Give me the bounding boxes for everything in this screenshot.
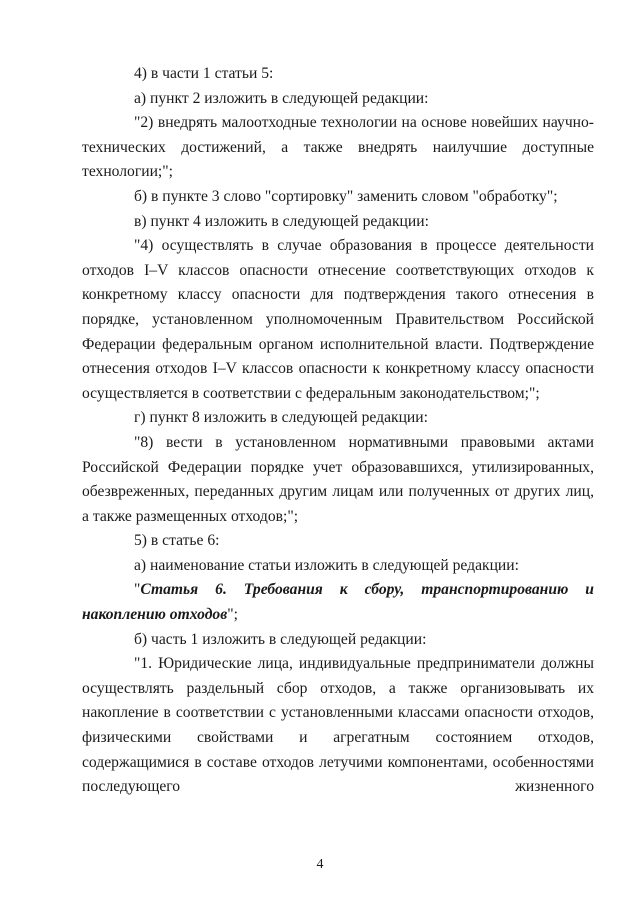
paragraph-item-5: 5) в статье 6: (134, 532, 220, 550)
quote-open: " (134, 581, 141, 599)
page-number: 4 (316, 857, 324, 872)
article-6-heading: Статья 6. Требования к сбору, транспортированию и накоплению отходов (82, 581, 594, 624)
paragraph-article-heading (82, 578, 594, 627)
quote-close: "; (227, 606, 238, 624)
paragraph-quote-point-8: "8) вести в установленном нормативными правовыми актами Российской Федерации порядке учет образовавшихся, утилизированных, обезвреженных, переданных другим лицам или полученных от других лиц, а также размещенных отходов;"; (82, 433, 594, 525)
paragraph-quote-part-1: "1. Юридические лица, индивидуальные предприниматели должны осуществлять раздельный сбор отходов, а также организовывать их накопление в соответствии с установленными классами опасности отходов, физическими свойствами и агрегатным состоянием отходов, содержащимися в составе отходов летучими компонентами, особенностями последующего жизненного (82, 655, 594, 796)
paragraph-quote-point-2: "2) внедрять малоотходные технологии на основе новейших научно-технических достижений, а также внедрять наилучшие доступные технологии;"; (82, 114, 594, 181)
paragraph-subitem-b-2: б) часть 1 изложить в следующей редакции: (134, 630, 427, 648)
paragraph-subitem-a: а) пункт 2 изложить в следующей редакции: (134, 89, 429, 107)
paragraph-subitem-a-2: а) наименование статьи изложить в следующей редакции: (134, 556, 519, 574)
paragraph-subitem-b: б) в пункте 3 слово "сортировку" заменить словом "обработку"; (134, 187, 558, 205)
paragraph-subitem-g: г) пункт 8 изложить в следующей редакции: (134, 409, 428, 427)
paragraph-quote-point-4: "4) осуществлять в случае образования в процессе деятельности отходов I–V классов опасности отнесение соответствующих отходов к конкретному классу опасности для подтверждения такого отнесения в порядке, установленном уполномоченным Правительством Российской Федерации федеральным органом исполнительной власти. Подтверждение отнесения отходов I–V классов опасности к конкретному классу опасности осуществляется в соответствии с федеральным законодательством;"; (82, 237, 594, 402)
paragraph-subitem-v: в) пункт 4 изложить в следующей редакции: (134, 212, 429, 230)
paragraph-item-4: 4) в части 1 статьи 5: (134, 65, 274, 82)
document-body (82, 62, 594, 800)
